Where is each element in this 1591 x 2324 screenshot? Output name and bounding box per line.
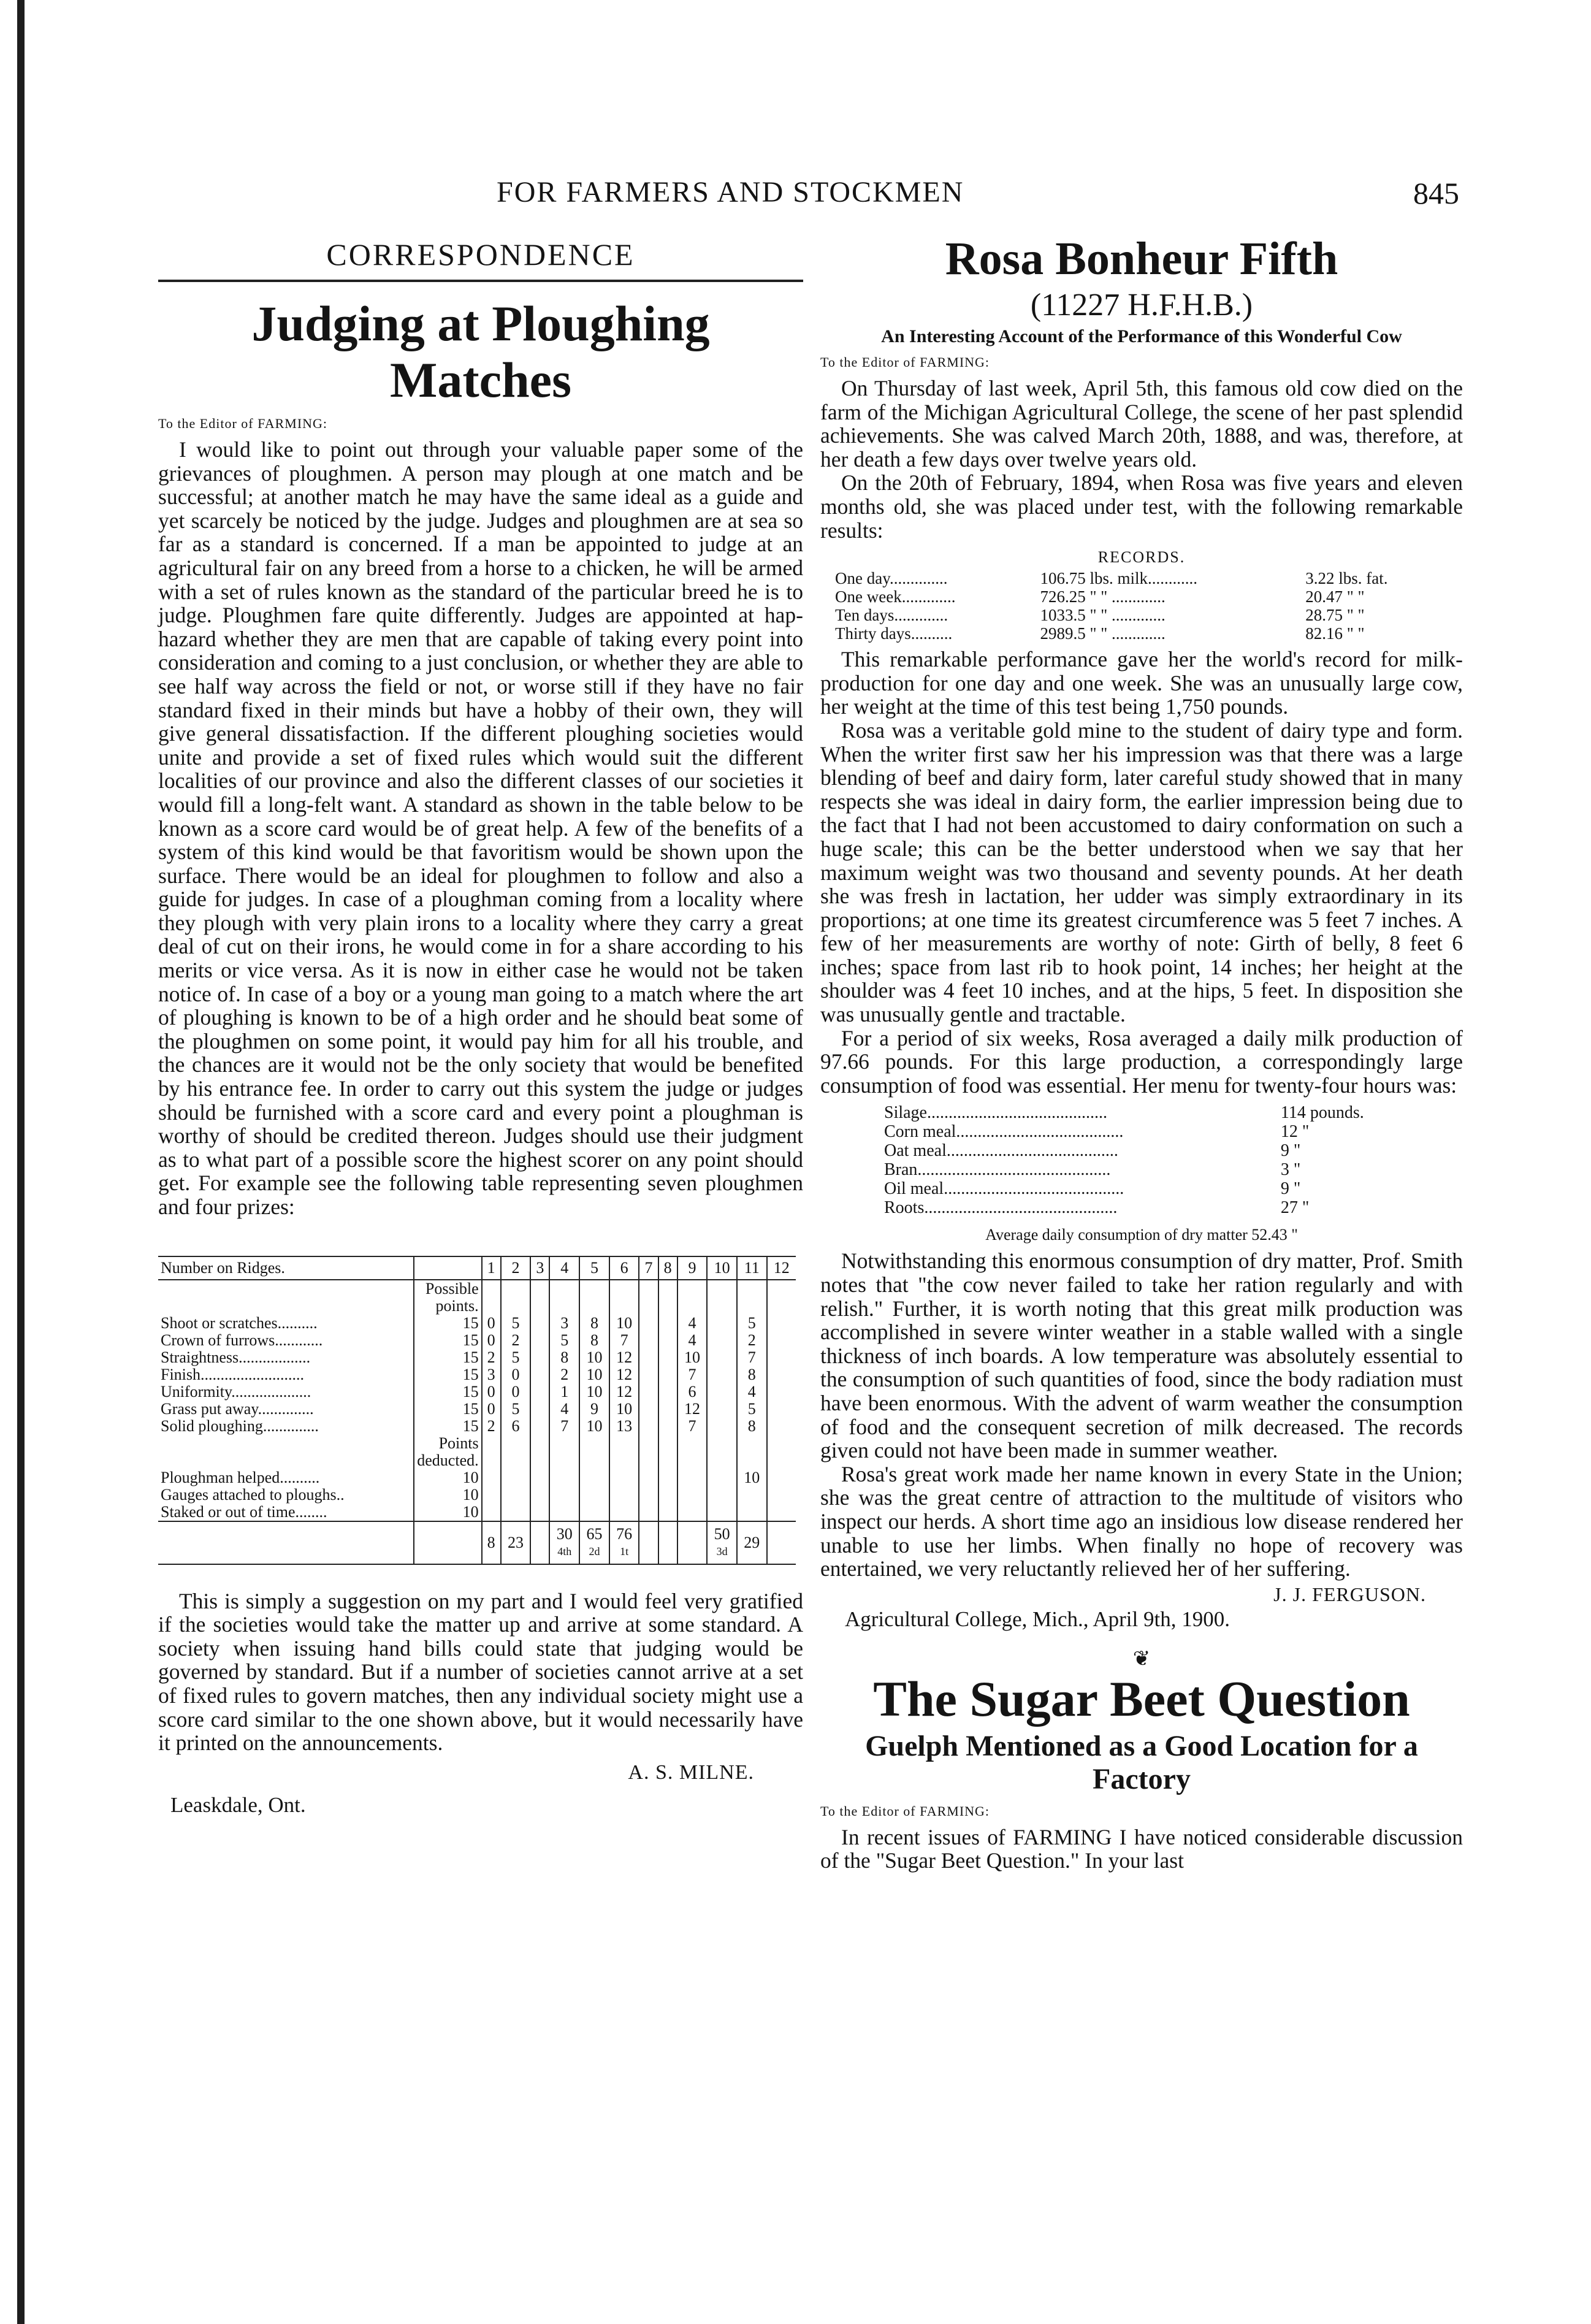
total-value: 29 [744, 1533, 760, 1551]
criterion-label: Ploughman helped.......... [161, 1468, 320, 1486]
criterion-label: Straightness.................. [161, 1348, 311, 1366]
score-cell [707, 1486, 737, 1504]
ridge-number: 3 [530, 1256, 549, 1280]
score-cell: 8 [579, 1315, 609, 1332]
total-value: 23 [508, 1533, 524, 1551]
to-editor-line: To the Editor of FARMING: [820, 354, 990, 370]
to-editor-line: To the Editor of FARMING: [820, 1803, 990, 1819]
score-cell: 2 [482, 1418, 501, 1435]
score-cell: 6 [501, 1418, 531, 1435]
score-cell [639, 1401, 658, 1418]
score-cell [549, 1469, 579, 1486]
score-cell: 5 [549, 1332, 579, 1349]
total-cell [482, 1521, 501, 1564]
total-value: 8 [487, 1533, 495, 1551]
possible-points-row [158, 1280, 796, 1315]
score-cell: 7 [677, 1418, 708, 1435]
records-heading: RECORDS. [1097, 548, 1186, 567]
menu-row: Roots............................................. 27 " [884, 1198, 1310, 1218]
score-cell [482, 1469, 501, 1486]
score-cell [639, 1349, 658, 1366]
score-cell [579, 1504, 609, 1521]
score-table-row [158, 1332, 796, 1349]
score-cell [530, 1366, 549, 1383]
deducted-label-row [158, 1435, 796, 1469]
score-cell [707, 1504, 737, 1521]
score-cell: 4 [737, 1383, 767, 1401]
ridge-number: 10 [707, 1256, 737, 1280]
score-cell: 10 [609, 1401, 639, 1418]
score-cell [549, 1486, 579, 1504]
score-cell: 9 [579, 1401, 609, 1418]
average-consumption: Average daily consumption of dry matter 52.43 " [985, 1226, 1298, 1244]
score-cell: 6 [677, 1383, 708, 1401]
to-editor-line: To the Editor of FARMING: [158, 416, 328, 431]
records-row: One week............. 726.25 " " ............. 20.47 " " [835, 587, 1365, 606]
score-cell: 13 [609, 1418, 639, 1435]
score-cell [530, 1315, 549, 1332]
menu-row: Oil meal.......................................... 9 " [884, 1179, 1301, 1199]
total-cell [579, 1521, 609, 1564]
score-table-row [158, 1383, 796, 1401]
score-cell: 0 [482, 1315, 501, 1332]
records-row: Thirty days.......... 2989.5 " " ............. 82.16 " " [835, 624, 1365, 643]
score-cell [707, 1401, 737, 1418]
score-cell [530, 1332, 549, 1349]
score-cell [658, 1315, 677, 1332]
score-cell [639, 1469, 658, 1486]
possible-points-label: Possible points. [414, 1280, 481, 1315]
rosa-paragraph-6: Notwithstanding this enormous consumption of dry matter, Prof. Smith notes that "the cow never failed to take her ration regularly and with relish." Further, it is worth noting that this great milk production was accomplished in severe winter weather in a stable walled with a single thickness of inch boards. A low temperature was absolutely essential to the consumption of such quantities of food, since the body radiation must have been enormous. With the advent of warm weather the consumption of food and the consequent secretion of milk decreased. The records given could not have been made in summer weather. [820, 1248, 1463, 1463]
score-cell [639, 1418, 658, 1435]
score-cell [530, 1469, 549, 1486]
sugar-beet-paragraph-1: In recent issues of FARMING I have noticed considerable discussion of the "Sugar Beet Question." In your last [820, 1824, 1463, 1873]
criterion-max: 15 [414, 1366, 481, 1383]
left-column [158, 233, 803, 1818]
records-row: One day.............. 106.75 lbs. milk............ 3.22 lbs. fat. [835, 569, 1388, 588]
score-cell [482, 1486, 501, 1504]
score-cell [707, 1383, 737, 1401]
score-cell: 8 [737, 1366, 767, 1383]
score-cell [767, 1349, 796, 1366]
total-value: 50 [714, 1524, 730, 1543]
score-cell: 2 [501, 1332, 531, 1349]
ridge-number: 12 [767, 1256, 796, 1280]
score-cell: 2 [482, 1349, 501, 1366]
score-cell [501, 1469, 531, 1486]
score-cell: 3 [482, 1366, 501, 1383]
score-cell [639, 1332, 658, 1349]
ridge-number: 4 [549, 1256, 579, 1280]
score-table-row [158, 1349, 796, 1366]
total-value: 30 [556, 1524, 573, 1543]
score-cell [658, 1401, 677, 1418]
article-title-rosa: Rosa Bonheur Fifth [945, 233, 1338, 285]
score-cell: 5 [737, 1401, 767, 1418]
rosa-paragraph-2: On the 20th of February, 1894, when Rosa was five years and eleven months old, she was placed under test, with the following remarkable results: [820, 470, 1463, 543]
criterion-label: Grass put away.............. [161, 1399, 314, 1418]
score-cell [707, 1315, 737, 1332]
score-cell [707, 1418, 737, 1435]
score-cell: 7 [609, 1332, 639, 1349]
score-cell: 0 [482, 1383, 501, 1401]
ridges-label: Number on Ridges. [158, 1256, 414, 1280]
criterion-label: Shoot or scratches.......... [161, 1313, 318, 1332]
article-deck-rosa: An Interesting Account of the Performance of this Wonderful Cow [881, 326, 1402, 346]
records-table [833, 569, 1446, 643]
score-cell [658, 1486, 677, 1504]
score-cell [530, 1383, 549, 1401]
possible-column-head [414, 1256, 481, 1280]
criterion-label: Crown of furrows............ [161, 1331, 323, 1349]
place-value: 2d [589, 1545, 600, 1558]
score-cell [658, 1418, 677, 1435]
score-cell: 10 [579, 1418, 609, 1435]
score-cell: 12 [609, 1366, 639, 1383]
score-cell [677, 1486, 708, 1504]
total-cell [707, 1521, 737, 1564]
criterion-label: Finish.......................... [161, 1365, 305, 1383]
score-table-row [158, 1366, 796, 1383]
total-cell [658, 1521, 677, 1564]
menu-row: Silage.......................................... 114 pounds. [884, 1103, 1364, 1123]
criterion-max: 15 [414, 1418, 481, 1435]
page-number: 845 [1413, 176, 1459, 210]
rosa-paragraph-1: On Thursday of last week, April 5th, this famous old cow died on the farm of the Michigan Agricultural College, the scene of her past splendid achievements. She was calved March 20th, 1888, and was, therefore, at her death a few days over twelve years old. [820, 376, 1463, 472]
signature-milne: A. S. MILNE. [628, 1760, 754, 1784]
score-cell [482, 1504, 501, 1521]
score-cell: 0 [501, 1383, 531, 1401]
score-cell: 5 [501, 1315, 531, 1332]
score-cell [639, 1383, 658, 1401]
place-value: 4th [557, 1545, 572, 1558]
score-cell: 12 [609, 1349, 639, 1366]
score-cell [767, 1401, 796, 1418]
ridge-number: 9 [677, 1256, 708, 1280]
score-table-row [158, 1469, 796, 1486]
score-cell: 10 [609, 1315, 639, 1332]
score-cell [707, 1349, 737, 1366]
score-cell [579, 1469, 609, 1486]
score-cell: 12 [609, 1383, 639, 1401]
score-table-row [158, 1401, 796, 1418]
score-cell: 5 [501, 1349, 531, 1366]
menu-row: Bran............................................. 3 " [884, 1160, 1301, 1180]
score-cell [658, 1383, 677, 1401]
score-cell [658, 1366, 677, 1383]
score-cell: 10 [677, 1349, 708, 1366]
score-cell: 4 [677, 1332, 708, 1349]
score-table-row [158, 1315, 796, 1332]
score-cell: 7 [737, 1349, 767, 1366]
score-cell [767, 1486, 796, 1504]
ridge-number: 6 [609, 1256, 639, 1280]
total-cell [639, 1521, 658, 1564]
menu-row: Oat meal........................................ 9 " [884, 1141, 1301, 1161]
score-cell [609, 1504, 639, 1521]
score-cell [530, 1418, 549, 1435]
criterion-max: 15 [414, 1349, 481, 1366]
score-cell: 4 [677, 1315, 708, 1332]
total-value: 76 [616, 1524, 633, 1543]
score-cell [737, 1504, 767, 1521]
criterion-max: 15 [414, 1401, 481, 1418]
total-cell [767, 1521, 796, 1564]
score-cell: 5 [501, 1401, 531, 1418]
score-cell: 0 [482, 1401, 501, 1418]
score-table-header [158, 1256, 796, 1280]
score-cell [677, 1504, 708, 1521]
total-cell [501, 1521, 531, 1564]
score-cell [530, 1486, 549, 1504]
score-cell: 0 [482, 1332, 501, 1349]
totals-row [158, 1521, 796, 1564]
score-cell [767, 1332, 796, 1349]
score-cell: 10 [579, 1383, 609, 1401]
article-deck-sugar-beet: Guelph Mentioned as a Good Location for a Factory [865, 1729, 1418, 1795]
rosa-paragraph-4: Rosa was a veritable gold mine to the student of dairy type and form. When the writer first saw her his impression was that there was a large blending of beef and dairy form, later careful study showed that in many respects she was ideal in dairy form, the earlier impression being due to the fact that I had not been accustomed to dairy conformation on such a huge scale; this can be the better understood when we say that her maximum weight was two thousand and seventy pounds. At her death she was fresh in lactation, her udder was simply extraordinary in its proportions; at one time its greatest circumference was 5 feet 7 inches. A few of her measurements are worthy of note: Girth of belly, 8 feet 6 inches; space from last rib to hook point, 14 inches; her height at the shoulder was 4 feet 10 inches, and at the hips, 5 feet. In disposition she was unusually gentle and tractable. [820, 717, 1463, 1027]
score-cell: 7 [677, 1366, 708, 1383]
score-cell [767, 1418, 796, 1435]
score-table-row [158, 1486, 796, 1504]
article-subtitle-rosa: (11227 H.F.H.B.) [1030, 288, 1253, 323]
ridge-number: 8 [658, 1256, 677, 1280]
score-cell: 1 [549, 1383, 579, 1401]
right-column [820, 233, 1463, 1873]
score-cell [707, 1366, 737, 1383]
menu-table [882, 1103, 1421, 1217]
score-cell: 0 [501, 1366, 531, 1383]
score-cell: 7 [549, 1418, 579, 1435]
criterion-label: Solid ploughing.............. [161, 1416, 319, 1435]
score-cell [639, 1486, 658, 1504]
score-cell [501, 1486, 531, 1504]
score-cell: 8 [579, 1332, 609, 1349]
score-table-row [158, 1418, 796, 1435]
section-label: CORRESPONDENCE [326, 237, 635, 272]
score-cell [658, 1349, 677, 1366]
score-cell [549, 1504, 579, 1521]
score-cell [639, 1315, 658, 1332]
running-head: FOR FARMERS AND STOCKMEN [497, 176, 964, 208]
place-leaskdale: Leaskdale, Ont. [170, 1792, 306, 1817]
score-cell [639, 1366, 658, 1383]
place-value: 3d [716, 1545, 728, 1558]
score-cell: 2 [737, 1332, 767, 1349]
total-cell [549, 1521, 579, 1564]
score-cell: 10 [579, 1366, 609, 1383]
score-cell [609, 1469, 639, 1486]
score-cell: 8 [549, 1349, 579, 1366]
total-cell [677, 1521, 708, 1564]
criterion-max: 15 [414, 1332, 481, 1349]
ploughing-paragraph-1: I would like to point out through your valuable paper some of the grievances of ploughmen. A person may plough at one match and be successful; at another match he may have the same ideal as a guide and yet scarcely be noticed by the judge. Judges and ploughmen are at sea so far as a standard is concerned. If a man be appointed to judge at an agricultural fair on any breed from a horse to a chicken, he will be armed with a set of rules known as the standard of the particular breed he is to judge. Ploughmen fare quite differently. Judges are appointed at hap-hazard whether they are men that are capable of taking every point into consideration and coming to a just conclusion, or whether they are able to see half way across the field or not, or worse still if they have no fair standard fixed in their minds but have a hobby of their own, they will give general dissatisfaction. If the different ploughing societies would unite and provide a set of fixed rules which would suit the different localities of our province and also the different classes of our societies it would fill a long-felt want. A standard as shown in the table below to be known as a score card would be of great help. A few of the benefits of a system of this kind would be that favoritism would be shown upon the surface. There would be an ideal for ploughmen to follow and also a guide for judges. In case of a ploughman coming from a locality where they plough with very plain irons to a locality where they carry a great deal of cut on their irons, he would come in for a share according to his merits or vice versa. As it is now in either case he would not be taken notice of. In case of a boy or a young man going to a match where the art of ploughing is known to be of a high order and he should beat some of the ploughmen on some point, it would pay him for all his trouble, and the chances are it would not be the only society that would be benefited by his entrance fee. In order to carry out this system the judge or judges should be furnished with a score card and every point a ploughman is worthy of should be credited thereon. Judges should use their judgment as to what part of a possible score the highest scorer on any point should get. For example see the following table representing seven ploughmen and four prizes: [158, 437, 803, 1219]
score-cell: 4 [549, 1401, 579, 1418]
article-title-ploughing: Judging at Ploughing Matches [251, 296, 710, 408]
criterion-max: 15 [414, 1383, 481, 1401]
rosa-paragraph-7: Rosa's great work made her name known in every State in the Union; she was the great centre of attraction to the multitude of visitors who inspect our herds. A short time ago an insidious low disease rendered her unable to use her limbs. When finally no hope of recovery was entertained, we very reluctantly relieved her of her suffering. [820, 1461, 1463, 1581]
score-cell: 3 [549, 1315, 579, 1332]
criterion-label: Uniformity.................... [161, 1382, 311, 1401]
score-cell [707, 1469, 737, 1486]
score-card-table [158, 1256, 796, 1565]
total-value: 65 [586, 1524, 603, 1543]
score-cell [658, 1332, 677, 1349]
total-cell [609, 1521, 639, 1564]
section-rule [158, 280, 803, 282]
criterion-max: 10 [414, 1504, 481, 1521]
criterion-max: 10 [414, 1486, 481, 1504]
signature-ferguson: J. J. FERGUSON. [1273, 1583, 1426, 1605]
ridge-number: 7 [639, 1256, 658, 1280]
score-cell [658, 1469, 677, 1486]
score-cell [677, 1469, 708, 1486]
score-cell [767, 1366, 796, 1383]
score-cell: 8 [737, 1418, 767, 1435]
score-cell: 10 [579, 1349, 609, 1366]
score-cell [530, 1504, 549, 1521]
criterion-label: Staked or out of time........ [161, 1502, 327, 1521]
score-cell [767, 1504, 796, 1521]
binding-edge [17, 0, 25, 2324]
rosa-paragraph-3: This remarkable performance gave her the world's record for milk-production for one day and one week. She was an unusually large cow, her weight at the time of this test being 1,750 pounds. [820, 647, 1463, 719]
criterion-max: 10 [414, 1469, 481, 1486]
score-cell [707, 1332, 737, 1349]
ridge-number: 11 [737, 1256, 767, 1280]
score-cell [530, 1401, 549, 1418]
score-table-row [158, 1504, 796, 1521]
ridge-number: 2 [501, 1256, 531, 1280]
score-cell [609, 1486, 639, 1504]
score-cell [737, 1486, 767, 1504]
ridge-number: 1 [482, 1256, 501, 1280]
total-cell [530, 1521, 549, 1564]
score-cell [639, 1504, 658, 1521]
score-cell [767, 1315, 796, 1332]
criterion-max: 15 [414, 1315, 481, 1332]
score-cell: 10 [737, 1469, 767, 1486]
ornament-icon: ❦ [1132, 1647, 1151, 1670]
score-cell: 5 [737, 1315, 767, 1332]
dateline: Agricultural College, Mich., April 9th, 1900. [845, 1607, 1230, 1631]
total-cell [737, 1521, 767, 1564]
score-cell: 12 [677, 1401, 708, 1418]
score-cell: 2 [549, 1366, 579, 1383]
score-cell [658, 1504, 677, 1521]
score-cell [767, 1383, 796, 1401]
ploughing-paragraph-2: This is simply a suggestion on my part and I would feel very gratified if the societies would take the matter up and arrive at some standard. A society when issuing hand bills could state that judging would be governed by standard. But if a number of societies cannot arrive at a set of fixed rules to govern matches, then any individual society might use a score card similar to the one shown above, but it would necessarily have it printed on the announcements. [158, 1588, 803, 1756]
score-cell [767, 1469, 796, 1486]
score-cell [579, 1486, 609, 1504]
rosa-paragraph-5: For a period of six weeks, Rosa averaged a daily milk production of 97.66 pounds. For this large production, a correspondingly large consumption of food was essential. Her menu for twenty-four hours was: [820, 1025, 1463, 1098]
article-title-sugar-beet: The Sugar Beet Question [873, 1670, 1410, 1727]
points-deducted-label: Points deducted. [414, 1435, 481, 1469]
place-value: 1t [620, 1545, 629, 1558]
criterion-label: Gauges attached to ploughs.. [161, 1485, 345, 1504]
records-row: Ten days............. 1033.5 " " ............. 28.75 " " [835, 606, 1365, 625]
score-cell [501, 1504, 531, 1521]
menu-row: Corn meal....................................... 12 " [884, 1122, 1310, 1142]
score-cell [530, 1349, 549, 1366]
ridge-number: 5 [579, 1256, 609, 1280]
